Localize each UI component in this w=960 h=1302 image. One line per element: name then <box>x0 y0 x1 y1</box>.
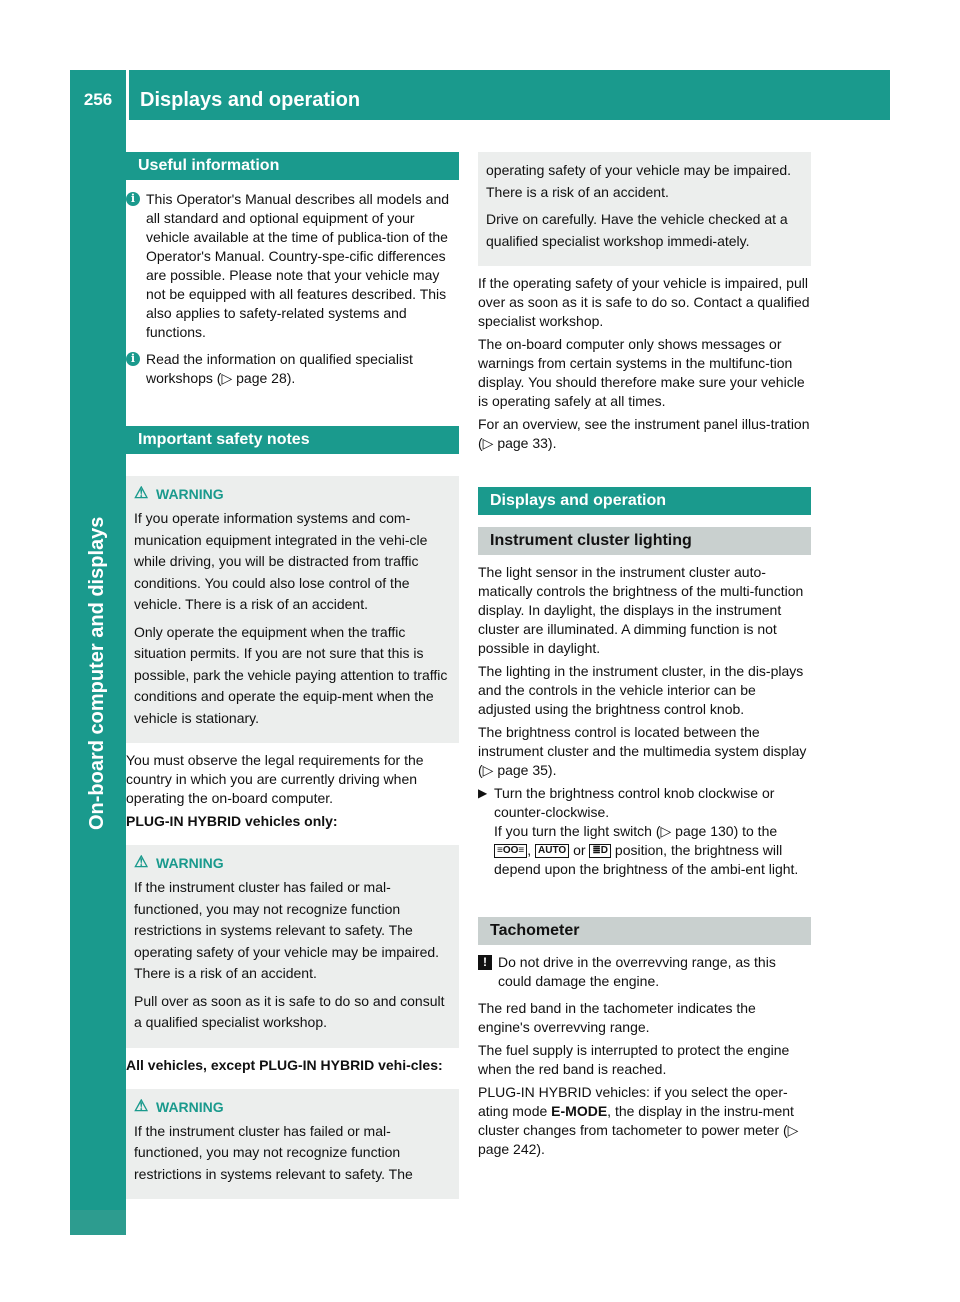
info-note <box>126 350 459 388</box>
section-heading-safety: Important safety notes <box>126 426 459 454</box>
warning-text: If you operate information systems and com-munication equipment integrated in the vehi-cle while driving, you will be distracted from traffic conditions. You could also lose control of the vehicle. There is a risk of an accident. <box>134 510 428 612</box>
instruction-step: ▶ Turn the brightness control knob clockwise or counter-clockwise. If you turn the light switch (▷ page 130) to the ≡OO≡ , AUTO or ≣D position, the brightness will depend upon the brightness of the ambi-ent light. <box>478 785 799 877</box>
info-note-text: This Operator's Manual describes all models and all standard and optional equipment of your vehicle available at the time of publica-tion of the Operator's Manual. Country-spe-cific differences are possible. Please note that your vehicle may not be equipped with all features described. This also applies to safety-related systems and functions. <box>146 191 450 340</box>
subsection-heading-tachometer: Tachometer <box>478 917 811 945</box>
body-text: The brightness control is located between the instrument cluster and the multimedia system display (▷ page 35). <box>478 724 807 778</box>
exclamation-icon: ! <box>478 955 492 970</box>
section-heading-useful-info: Useful information <box>126 152 459 180</box>
page-title: Displays and operation <box>140 89 361 111</box>
info-note <box>126 190 459 342</box>
header-divider <box>126 70 129 120</box>
warning-text: If the instrument cluster has failed or mal-functioned, you may not recognize function restrictions in systems relevant to safety. The operating safety of your vehicle may be impaired. There is a risk of an accident. <box>134 879 440 981</box>
warning-triangle-icon: ⚠ <box>134 854 149 871</box>
warning-title: ⚠ WARNING <box>134 485 224 502</box>
warning-box <box>126 845 459 1048</box>
body-text: The on-board computer only shows messages or warnings from certain systems in the multifunc-tion display. You should therefore make sure your vehicle is operating safely at all times. <box>478 336 805 409</box>
body-text: You must observe the legal requirements for the country in which you are currently driving when operating the on-board computer. <box>126 752 424 806</box>
body-text: The fuel supply is interrupted to protect the engine when the red band is reached. <box>478 1042 790 1077</box>
page-number: 256 <box>83 90 113 109</box>
body-text: The red band in the tachometer indicates the engine's overrevving range. <box>478 1000 756 1035</box>
body-text: The lighting in the instrument cluster, in the dis-plays and the controls in the vehicle interior can be adjusted using the brightness control knob. <box>478 663 804 717</box>
warning-title: ⚠ WARNING <box>134 854 224 871</box>
info-icon: i <box>126 352 140 366</box>
body-text: The light sensor in the instrument cluster auto-matically controls the brightness of the multi-function display. In daylight, the displays in the instrument cluster are illuminated. A dimming function is not possible in daylight. <box>478 564 804 656</box>
info-note-text: Read the information on qualified specialist workshops (▷ page 28). <box>146 351 413 386</box>
warning-box-continued <box>478 152 811 266</box>
warning-text: If the instrument cluster has failed or mal-functioned, you may not recognize function restrictions in systems relevant to safety. The <box>134 1122 413 1182</box>
warning-triangle-icon: ⚠ <box>134 485 149 502</box>
warning-box <box>126 476 459 743</box>
warning-text: operating safety of your vehicle may be impaired. There is a risk of an accident. <box>486 162 792 200</box>
warning-title: ⚠ WARNING <box>134 1097 224 1115</box>
low-beam-icon: ≣D <box>589 844 611 858</box>
body-text: If the operating safety of your vehicle is impaired, pull over as soon as it is safe to do so. Contact a qualified specialist workshop. <box>478 275 810 329</box>
warning-box <box>126 1089 459 1200</box>
body-text: For an overview, see the instrument panel illus-tration (▷ page 33). <box>478 416 810 451</box>
auto-lights-icon: AUTO <box>535 844 569 858</box>
subsection-label: All vehicles, except PLUG-IN HYBRID vehi-cles: <box>126 1056 443 1073</box>
parking-lights-icon: ≡OO≡ <box>494 844 527 858</box>
info-icon: i <box>126 192 140 206</box>
caution-note: ! Do not drive in the overrevving range, as this could damage the engine. <box>478 953 811 991</box>
warning-text: Drive on carefully. Have the vehicle checked at a qualified specialist workshop immedi-ately. <box>486 211 788 249</box>
subsection-heading-lighting: Instrument cluster lighting <box>478 527 811 555</box>
right-column <box>478 152 811 1163</box>
warning-text: Pull over as soon as it is safe to do so and consult a qualified specialist workshop. <box>134 992 445 1030</box>
section-heading-displays: Displays and operation <box>478 487 811 515</box>
warning-text: Only operate the equipment when the traffic situation permits. If you are not sure that this is possible, park the vehicle paying attention to traffic conditions and operate the equip-ment when the vehicle is stationary. <box>134 623 448 726</box>
step-arrow-icon: ▶ <box>478 786 488 800</box>
body-text: PLUG-IN HYBRID vehicles: if you select the oper-ating mode E-MODE, the display in the instru-ment cluster changes from tachometer to power meter (▷ page 242). <box>478 1084 799 1157</box>
chapter-label: On-board computer and displays <box>86 516 108 830</box>
subsection-label: PLUG-IN HYBRID vehicles only: <box>126 813 338 829</box>
side-tab-marker <box>70 1210 126 1235</box>
left-column <box>126 152 459 1207</box>
warning-triangle-icon: ⚠ <box>134 1097 149 1115</box>
